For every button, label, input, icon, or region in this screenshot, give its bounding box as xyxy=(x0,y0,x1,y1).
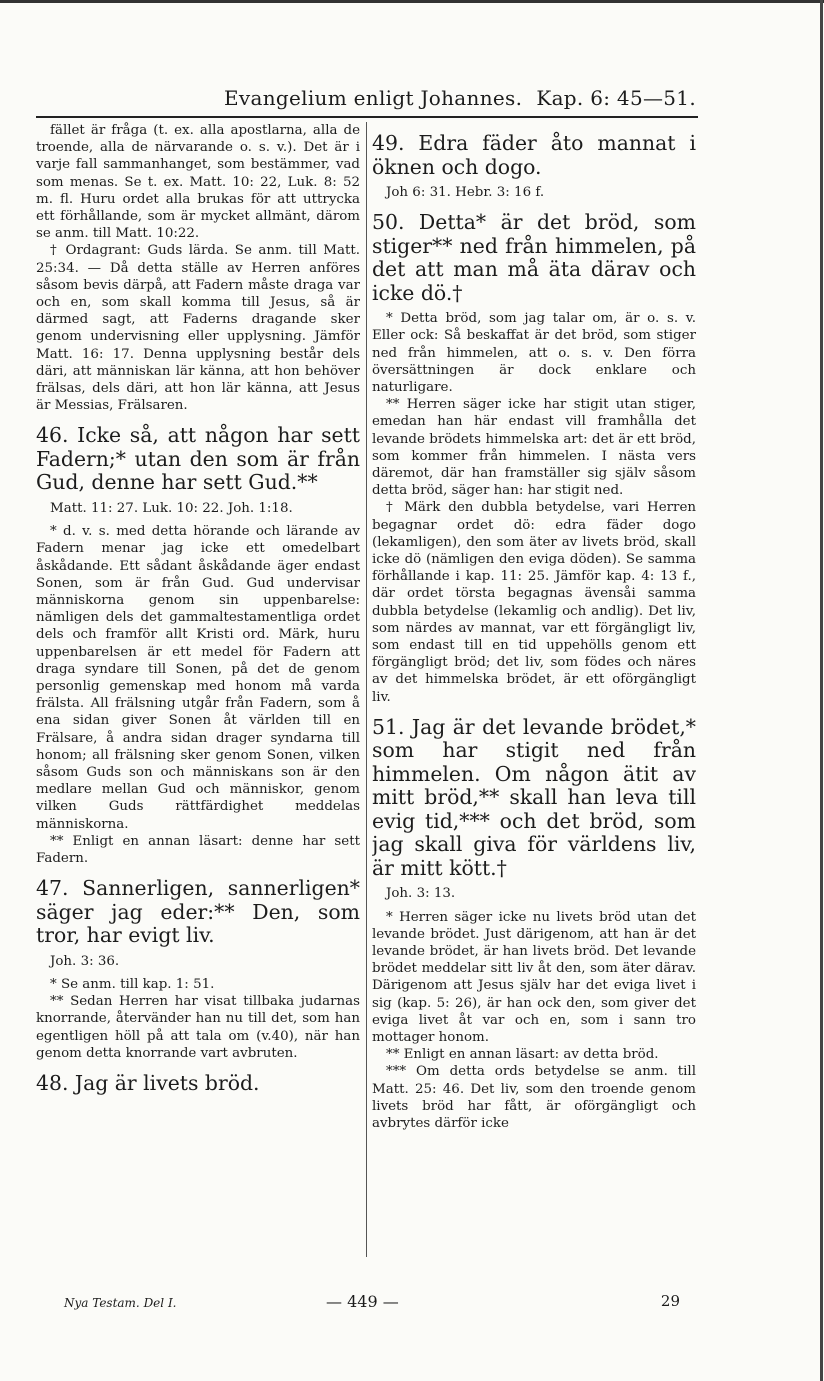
commentary-note: * Se anm. till kap. 1: 51. xyxy=(50,976,215,992)
commentary-note: ** Herren säger icke har stigit utan stiger, emedan han här endast vill framhålla det levande brödets himmelska art: det är ett bröd, som kommer från himmelen. I nästa vers däremot, där han framställer sig själv såsom detta bröd, säger han: har stigit ned. xyxy=(372,397,696,499)
commentary-note: ** Enligt en annan läsart: denne har sett Fadern. xyxy=(36,833,360,867)
verse-text: 47. Sannerligen, sannerligen* säger jag eder:** Den, som tror, har evigt liv. xyxy=(36,876,360,948)
left-column xyxy=(36,122,360,1100)
column-divider xyxy=(366,122,367,1257)
header-rule xyxy=(36,116,698,118)
verse-text: 48. Jag är livets bröd. xyxy=(36,1070,260,1095)
commentary-note: ** Sedan Herren har visat tillbaka judarnas knorrande, återvänder han nu till det, som han egentligen höll på att tala om (v.40), när han genom detta knorrande vart avbruten. xyxy=(36,994,360,1061)
book-label: Nya Testam. Del I. xyxy=(64,1296,177,1310)
commentary-note: fället är fråga (t. ex. alla apostlarna, alla de troende, alla de närvarande o. s. v.). Det är i varje fall sammanhanget, som bestämmer, vad som menas. Se t. ex. Matt. 10: 22, Luk. 8: 52 m. fl. Huru ordet alla brukas för att uttrycka ett förhållande, som är mycket allmänt, därom se anm. till Matt. 10:22. xyxy=(36,123,360,242)
verse-text: 51. Jag är det levande brödet,* som har stigit ned från himmelen. Om någon ätit av mitt bröd,** skall han leva till evig tid,*** och det bröd, som jag skall giva för världens liv, är mitt kött.† xyxy=(372,714,696,880)
cross-reference: Joh 6: 31. Hebr. 3: 16 f. xyxy=(386,185,545,200)
commentary-note: * Detta bröd, som jag talar om, är o. s. v. Eller ock: Så beskaffat är det bröd, som stiger ned från himmelen, att o. s. v. Den förra översättningen är dock enklare och naturligare. xyxy=(372,311,696,396)
verse-text: 49. Edra fäder åto mannat i öknen och dogo. xyxy=(372,131,696,179)
signature-mark: 29 xyxy=(660,1292,680,1310)
right-column xyxy=(372,122,696,1132)
right-border xyxy=(820,0,823,1381)
cross-reference: Matt. 11: 27. Luk. 10: 22. Joh. 1:18. xyxy=(50,500,293,516)
top-border xyxy=(0,0,824,3)
running-title: Evangelium enligt Johannes. xyxy=(224,86,523,110)
commentary-note: * d. v. s. med detta hörande och lärande av Fadern menar jag icke ett omedelbart åskådande. Ett sådant åskådande äger endast Sonen, som är från Gud. Gud undervisar människorna genom sin uppenbarelse: nämligen dels det gammaltestamentliga ordet dels och framför allt Kristi ord. Märk, huru uppenbarelsen är ett medel för Fadern att draga syndare till Sonen, på det de genom personlig gemenskap med honom må varda frälsta. All frälsning utgår från Fadern, som å ena sidan giver Sonen åt världen till en Frälsare, å andra sidan drager syndarna till honom; all frälsning sker genom Sonen, vilken såsom Guds son och människans son är den medlare mellan Gud och människor, genom vilken Guds rättfärdighet meddelas människorna. xyxy=(36,524,360,832)
commentary-note: ** Enligt en annan läsart: av detta bröd. xyxy=(386,1047,659,1063)
page-footer xyxy=(36,1292,698,1316)
cross-reference: Joh. 3: 13. xyxy=(386,886,456,902)
verse-text: 50. Detta* är det bröd, som stiger** ned från himmelen, på det att man må äta därav och icke dö.† xyxy=(372,210,696,305)
commentary-note: * Herren säger icke nu livets bröd utan det levande brödet. Just därigenom, att han är det levande brödet, är han livets bröd. Det levande brödet meddelar sitt liv åt den, som äter därav. Därigenom att Jesus själv har det eviga livet i sig (kap. 5: 26), är han ock den, som giver det eviga livet åt var och en, som i sann tro mottager honom. xyxy=(372,909,696,1045)
cross-reference: Joh. 3: 36. xyxy=(50,953,120,969)
page-number: — 449 — xyxy=(326,1292,399,1311)
commentary-note: *** Om detta ords betydelse se anm. till Matt. 25: 46. Det liv, som den troende genom livets bröd har fått, är oförgängligt och avbrytes därför icke xyxy=(372,1064,696,1132)
chapter-reference: Kap. 6: 45—51. xyxy=(536,86,696,110)
verse-text: 46. Icke så, att någon har sett Fadern;* utan den som är från Gud, denne har sett Gud.** xyxy=(36,423,360,495)
commentary-note: † Ordagrant: Guds lärda. Se anm. till Matt. 25:34. — Då detta ställe av Herren anföres såsom bevis därpå, att Fadern måste draga var och en, som skall komma till Jesus, så är därmed sagt, att Faderns dragande sker genom undervisning eller upplysning. Jämför Matt. 16: 17. Denna upplysning består dels däri, att människan lär känna, att hon behöver frälsas, dels däri, att hon lär känna, att Jesus är Messias, Frälsaren. xyxy=(36,243,360,414)
commentary-note: † Märk den dubbla betydelse, vari Herren begagnar ordet dö: edra fäder dogo (lekamligen), den som äter av livets bröd, skall icke dö (nämligen den eviga döden). Se samma förhållande i kap. 11: 25. Jämför kap. 4: 13 f., där ordet törsta begagnas ävensåi samma dubbla betydelse (lekamlig och andlig). Det liv, som närdes av mannat, var ett förgängligt liv, som endast till en tid uppehölls genom ett förgängligt bröd; det liv, som födes och näres av det himmelska brödet, är ett oförgängligt liv. xyxy=(372,500,696,705)
page-header xyxy=(36,86,696,116)
